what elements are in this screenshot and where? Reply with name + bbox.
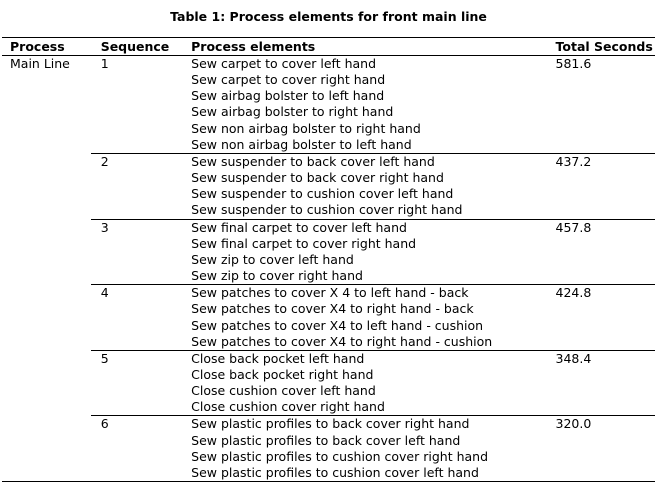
process-element: Sew patches to cover X4 to right hand - cushion <box>191 333 493 349</box>
table-row <box>2 285 655 351</box>
process-element: Sew plastic profiles to cushion cover right hand <box>191 448 489 464</box>
process-element: Close back pocket left hand <box>191 350 365 366</box>
process-element: Sew zip to cover right hand <box>191 268 363 284</box>
process-element: Sew carpet to cover left hand <box>191 56 377 71</box>
process-element: Sew patches to cover X4 to right hand - back <box>191 301 474 317</box>
process-element: Close back pocket right hand <box>191 366 374 382</box>
process-element: Sew final carpet to cover right hand <box>191 235 417 251</box>
process-cell <box>2 416 91 482</box>
sequence-cell: 2 <box>91 153 183 219</box>
total-seconds-cell: 581.6 <box>555 56 592 71</box>
header-row <box>2 38 655 56</box>
process-element: Sew plastic profiles to cushion cover left hand <box>191 464 479 480</box>
header-sequence: Sequence <box>91 38 183 56</box>
process-elements-cell <box>183 153 545 219</box>
total-seconds-cell: 424.8 <box>546 285 655 351</box>
process-element: Sew suspender to cushion cover left hand <box>191 186 454 202</box>
process-element: Sew patches to cover X 4 to left hand - back <box>191 285 469 301</box>
header-total-seconds: Total Seconds <box>546 38 655 56</box>
process-element: Close cushion cover left hand <box>191 383 376 399</box>
table-row <box>2 56 655 154</box>
sequence-cell: 6 <box>91 416 183 482</box>
process-element: Sew airbag bolster to right hand <box>191 104 394 120</box>
sequence-cell: 3 <box>91 219 183 285</box>
process-elements-cell <box>183 219 545 285</box>
total-seconds-cell: 320.0 <box>546 416 655 482</box>
process-element: Sew airbag bolster to left hand <box>191 88 385 104</box>
process-element: Sew patches to cover X4 to left hand - cushion <box>191 317 484 333</box>
total-seconds-cell: 457.8 <box>546 219 655 285</box>
sequence-cell: 1 <box>100 56 109 71</box>
process-elements-cell <box>183 56 545 154</box>
process-cell <box>2 219 91 285</box>
process-cell <box>2 285 91 351</box>
sequence-cell: 4 <box>91 285 183 351</box>
process-element: Close cushion cover right hand <box>191 399 385 415</box>
table-row <box>2 219 655 285</box>
process-element: Sew final carpet to cover left hand <box>191 219 407 235</box>
process-elements-cell <box>183 416 545 482</box>
process-elements-cell <box>183 350 545 416</box>
sequence-cell: 5 <box>91 350 183 416</box>
process-elements-table <box>2 37 655 482</box>
process-element: Sew zip to cover left hand <box>191 251 354 267</box>
process-cell <box>2 153 91 219</box>
header-process: Process <box>2 38 91 56</box>
table-header <box>2 38 655 56</box>
process-element: Sew carpet to cover right hand <box>191 72 386 88</box>
header-process-elements: Process elements <box>183 38 545 56</box>
process-element: Sew suspender to cushion cover right hand <box>191 202 463 218</box>
process-element: Sew suspender to back cover left hand <box>191 153 435 169</box>
table-row <box>2 350 655 416</box>
process-element: Sew non airbag bolster to left hand <box>191 136 412 152</box>
process-element: Sew plastic profiles to back cover right hand <box>191 416 470 432</box>
process-cell <box>2 350 91 416</box>
table-caption: Table 1: Process elements for front main line <box>170 9 487 24</box>
process-elements-cell <box>183 285 545 351</box>
table-row <box>2 153 655 219</box>
table-row <box>2 416 655 482</box>
table-body <box>2 56 655 482</box>
process-element: Sew non airbag bolster to right hand <box>191 120 421 136</box>
total-seconds-cell: 437.2 <box>546 153 655 219</box>
total-seconds-cell: 348.4 <box>546 350 655 416</box>
process-element: Sew suspender to back cover right hand <box>191 170 444 186</box>
process-element: Sew plastic profiles to back cover left hand <box>191 432 461 448</box>
process-cell: Main Line <box>10 56 70 71</box>
